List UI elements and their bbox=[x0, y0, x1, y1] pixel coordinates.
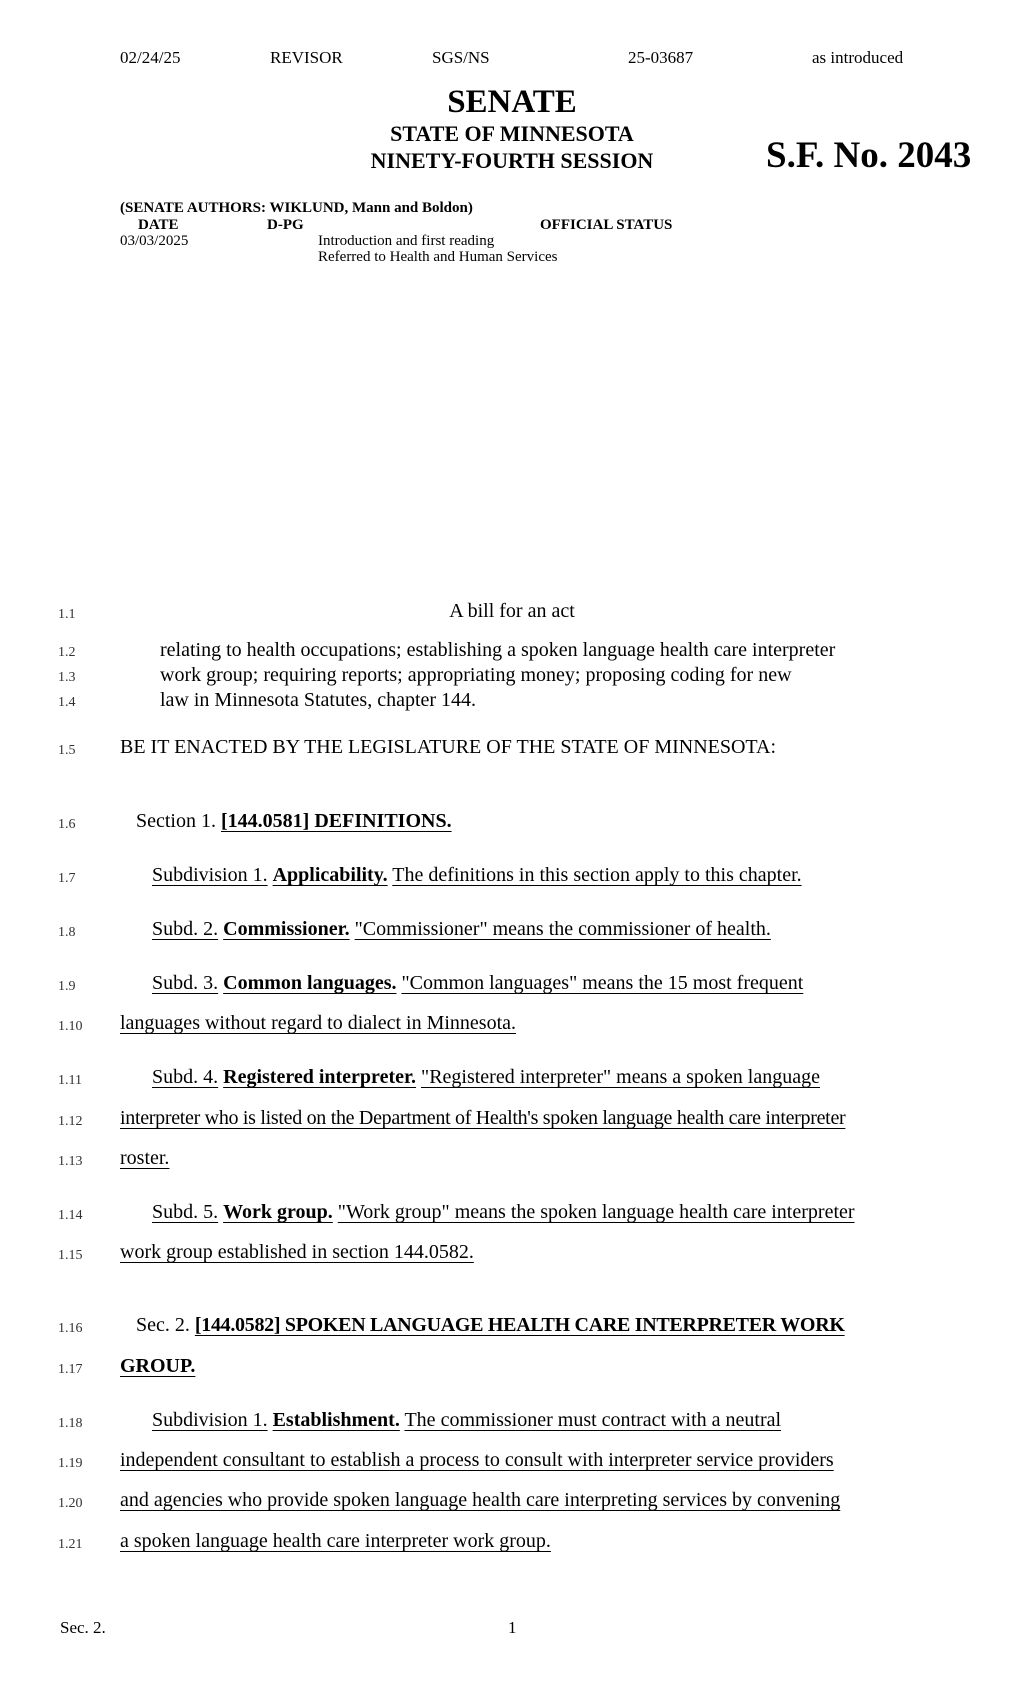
authors-line: (SENATE AUTHORS: WIKLUND, Mann and Boldon) bbox=[120, 200, 473, 216]
line-number: 1.5 bbox=[58, 743, 76, 758]
line-number: 1.9 bbox=[58, 979, 76, 994]
subdivision-1: Subdivision 1. Establishment. The commissioner must contract with a neutral bbox=[152, 1409, 782, 1431]
subdivision-1-cont: a spoken language health care interpreter work group. bbox=[120, 1530, 551, 1552]
section-label: Section 1. bbox=[136, 810, 216, 832]
line-number: 1.17 bbox=[58, 1362, 83, 1377]
chamber-title: SENATE bbox=[447, 84, 577, 120]
page-number: 1 bbox=[508, 1618, 517, 1637]
section-1-heading bbox=[136, 810, 452, 833]
subdivision-4: Subd. 4. Registered interpreter. "Registered interpreter" means a spoken language bbox=[152, 1066, 820, 1088]
line-number: 1.20 bbox=[58, 1496, 83, 1511]
col-dpg: D-PG bbox=[267, 217, 304, 233]
col-date: DATE bbox=[138, 217, 179, 233]
bill-number: S.F. No. 2043 bbox=[766, 135, 972, 176]
bill-title-line: work group; requiring reports; appropriating money; proposing coding for new bbox=[160, 664, 792, 686]
subdivision-2: Subd. 2. Commissioner. "Commissioner" means the commissioner of health. bbox=[152, 918, 771, 940]
line-number: 1.4 bbox=[58, 695, 76, 710]
entry-date: 03/03/2025 bbox=[120, 233, 189, 249]
section-heading: [144.0582] SPOKEN LANGUAGE HEALTH CARE INTERPRETER WORK bbox=[194, 1314, 845, 1336]
col-official-status: OFFICIAL STATUS bbox=[540, 217, 673, 233]
subdivision-4-cont: interpreter who is listed on the Department of Health's spoken language health care interpreter bbox=[120, 1107, 846, 1129]
line-number: 1.3 bbox=[58, 670, 76, 685]
subdivision-5: Subd. 5. Work group. "Work group" means the spoken language health care interpreter bbox=[152, 1201, 855, 1223]
line-number: 1.16 bbox=[58, 1321, 83, 1336]
bill-title-line: law in Minnesota Statutes, chapter 144. bbox=[160, 689, 477, 711]
header-doc-number: 25-03687 bbox=[628, 48, 694, 67]
line-number: 1.18 bbox=[58, 1416, 83, 1431]
state-title: STATE OF MINNESOTA bbox=[390, 121, 634, 146]
subdivision-5-cont: work group established in section 144.0582. bbox=[120, 1241, 474, 1263]
line-number: 1.8 bbox=[58, 925, 76, 940]
line-number: 1.13 bbox=[58, 1154, 83, 1169]
section-heading: [144.0581] DEFINITIONS. bbox=[221, 810, 452, 832]
subdivision-3: Subd. 3. Common languages. "Common languages" means the 15 most frequent bbox=[152, 972, 804, 994]
subdivision-3-cont: languages without regard to dialect in Minnesota. bbox=[120, 1012, 517, 1034]
line-number: 1.21 bbox=[58, 1537, 83, 1552]
line-number: 1.15 bbox=[58, 1248, 83, 1263]
entry-status-2: Referred to Health and Human Services bbox=[318, 249, 558, 265]
bill-title-line: relating to health occupations; establishing a spoken language health care interpreter bbox=[160, 639, 836, 661]
enacting-clause: BE IT ENACTED BY THE LEGISLATURE OF THE STATE OF MINNESOTA: bbox=[120, 736, 777, 758]
header-status: as introduced bbox=[812, 48, 904, 67]
header-initials: SGS/NS bbox=[432, 48, 490, 67]
header-revisor: REVISOR bbox=[270, 48, 343, 67]
line-number: 1.7 bbox=[58, 871, 76, 886]
line-number: 1.11 bbox=[58, 1073, 82, 1088]
line-number: 1.6 bbox=[58, 817, 76, 832]
entry-status-1: Introduction and first reading bbox=[318, 233, 495, 249]
line-number: 1.1 bbox=[58, 607, 76, 622]
line-number: 1.10 bbox=[58, 1019, 83, 1034]
line-number: 1.2 bbox=[58, 645, 76, 660]
line-number: 1.19 bbox=[58, 1456, 83, 1471]
section-label: Sec. 2. bbox=[136, 1314, 190, 1336]
section-2-heading bbox=[136, 1314, 845, 1337]
line-number: 1.14 bbox=[58, 1208, 83, 1223]
subdivision-1: Subdivision 1. Applicability. The definitions in this section apply to this chapter. bbox=[152, 864, 802, 886]
header-date: 02/24/25 bbox=[120, 48, 181, 67]
bill-act: A bill for an act bbox=[449, 600, 575, 622]
subdivision-1-cont: and agencies who provide spoken language health care interpreting services by convening bbox=[120, 1489, 841, 1511]
subdivision-4-cont: roster. bbox=[120, 1147, 170, 1169]
footer-section: Sec. 2. bbox=[60, 1618, 106, 1637]
session-title: NINETY-FOURTH SESSION bbox=[370, 148, 654, 173]
subdivision-1-cont: independent consultant to establish a process to consult with interpreter service providers bbox=[120, 1449, 834, 1471]
section-heading-cont: GROUP. bbox=[120, 1355, 196, 1377]
line-number: 1.12 bbox=[58, 1114, 83, 1129]
